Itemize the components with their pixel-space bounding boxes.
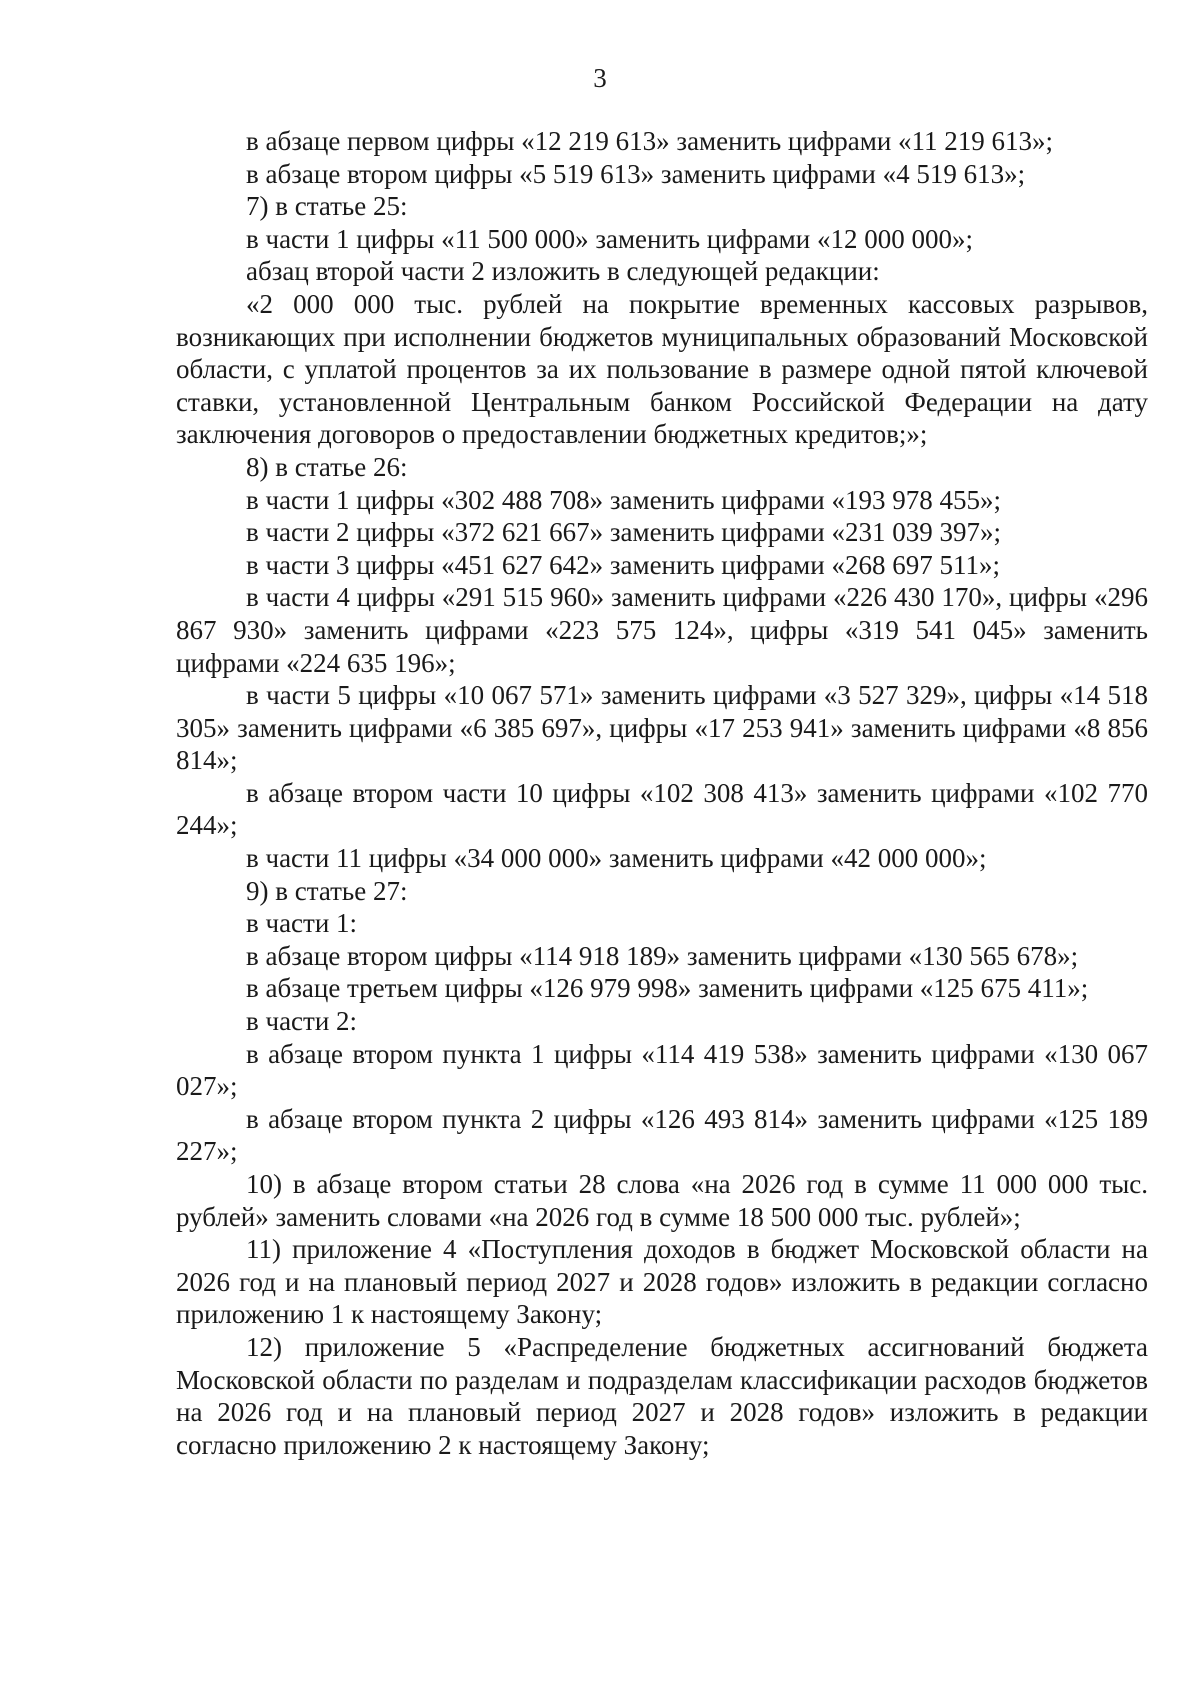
page-number: 3 xyxy=(593,63,607,93)
paragraph-18: в абзаце третьем цифры «126 979 998» заменить цифрами «125 675 411»; xyxy=(246,973,1089,1004)
paragraph-22: 10) в абзаце втором статьи 28 слова «на 2026 год в сумме 11 000 000 тыс. рублей» заменить словами «на 2026 год в сумме 18 500 000 тыс. рублей»; xyxy=(176,1169,1148,1232)
paragraph-13: в абзаце втором части 10 цифры «102 308 413» заменить цифрами «102 770 244»; xyxy=(176,777,1148,841)
paragraph-23: 11) приложение 4 «Поступления доходов в бюджет Московской области на 2026 год и на плановый период 2027 и 2028 годов» изложить в редакции согласно приложению 1 к настоящему Закону; xyxy=(176,1234,1148,1330)
paragraph-17: в абзаце втором цифры «114 918 189» заменить цифрами «130 565 678»; xyxy=(246,940,1079,971)
paragraph-20: в абзаце втором пункта 1 цифры «114 419 538» заменить цифрами «130 067 027»; xyxy=(176,1038,1148,1102)
paragraph-10: в части 3 цифры «451 627 642» заменить цифрами «268 697 511»; xyxy=(246,549,1000,580)
paragraph-16: в части 1: xyxy=(246,908,358,939)
document-body xyxy=(176,125,1148,1461)
paragraph-1: в абзаце первом цифры «12 219 613» заменить цифрами «11 219 613»; xyxy=(246,126,1054,156)
paragraph-24: 12) приложение 5 «Распределение бюджетных ассигнований бюджета Московской области по разделам и подразделам классификации расходов бюджетов на 2026 год и на плановый период 2027 и 2028 годов» изложить в редакции согласно приложению 2 к настоящему Закону; xyxy=(176,1331,1148,1460)
paragraph-15: 9) в статье 27: xyxy=(246,875,408,906)
paragraph-14: в части 11 цифры «34 000 000» заменить цифрами «42 000 000»; xyxy=(246,843,987,874)
paragraph-19: в части 2: xyxy=(246,1006,358,1037)
paragraph-4: в части 1 цифры «11 500 000» заменить цифрами «12 000 000»; xyxy=(246,223,973,254)
paragraph-21: в абзаце втором пункта 2 цифры «126 493 814» заменить цифрами «125 189 227»; xyxy=(176,1103,1148,1167)
paragraph-6: «2 000 000 тыс. рублей на покрытие временных кассовых разрывов, возникающих при исполнении бюджетов муниципальных образований Московской области, с уплатой процентов за их пользование в размере одной пятой ключевой ставки, установленной Центральным банком Российской Федерации на дату заключения договоров о предоставлении бюджетных кредитов;»; xyxy=(176,288,1148,450)
paragraph-3: 7) в статье 25: xyxy=(246,191,408,222)
paragraph-7: 8) в статье 26: xyxy=(246,451,408,482)
paragraph-5: абзац второй части 2 изложить в следующей редакции: xyxy=(246,256,880,287)
paragraph-9: в части 2 цифры «372 621 667» заменить цифрами «231 039 397»; xyxy=(246,517,1001,548)
paragraph-12: в части 5 цифры «10 067 571» заменить цифрами «3 527 329», цифры «14 518 305» заменить цифрами «6 385 697», цифры «17 253 941» заменить цифрами «8 856 814»; xyxy=(176,680,1148,776)
paragraph-2: в абзаце втором цифры «5 519 613» заменить цифрами «4 519 613»; xyxy=(246,158,1026,189)
paragraph-11: в части 4 цифры «291 515 960» заменить цифрами «226 430 170», цифры «296 867 930» заменить цифрами «223 575 124», цифры «319 541 045» заменить цифрами «224 635 196»; xyxy=(176,582,1148,678)
paragraph-8: в части 1 цифры «302 488 708» заменить цифрами «193 978 455»; xyxy=(246,484,1001,515)
